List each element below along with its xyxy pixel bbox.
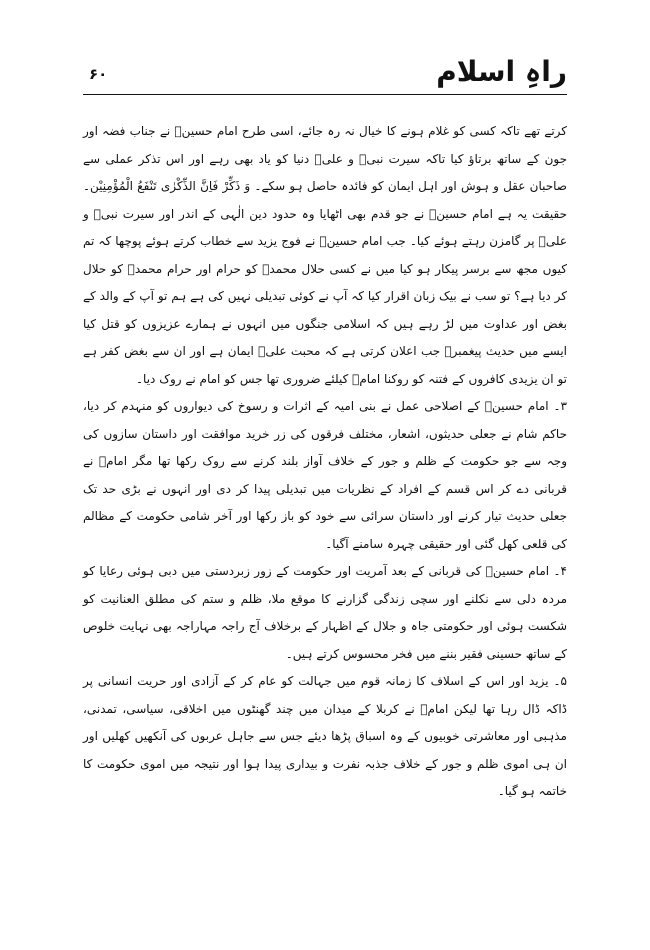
page-header <box>83 54 567 94</box>
header-rule <box>83 94 567 95</box>
body-text <box>83 118 567 806</box>
running-title: راہِ اسلام <box>436 55 567 88</box>
page-number: ۶۰ <box>89 65 108 83</box>
paragraph: ۴۔ امام حسینؑ کی قربانی کے بعد آمریت اور حکومت کے زور زبردستی میں دبی ہوئی رعایا کو مردہ دلی سے نکلنے اور سچی زندگی گزارنے کا موقع ملا، ظلم و ستم کی مطلق العنانیت کو شکست ہوئی اور حکومتی جاہ و جلال کے اظہار کے برخلاف آج راجہ مہاراجہ بھی نہایت خلوص کے ساتھ حسینی فقیر بننے میں فخر محسوس کرتے ہیں۔ <box>83 564 567 661</box>
paragraph: کرتے تھے تاکہ کسی کو غلام ہونے کا خیال نہ رہ جائے، اسی طرح امام حسینؑ نے جناب فضہ اور جون کے ساتھ برتاؤ کیا تاکہ سیرت نبیؐ و علیؑ دنیا کو یاد بھی رہے اور اس تذکر عملی سے صاحبان عقل و ہوش اور اہل ایمان کو فائدہ حاصل ہو سکے۔ وَ ذَكِّرْ فَاِنَّ الذِّكْرٰى تَنْفَعُ الْمُؤْمِنِيْن۔ حقیقت یہ ہے امام حسینؑ نے جو قدم بھی اٹھایا وہ حدود دین الٰہی کے اندر اور سیرت نبیؐ و علیؑ پر گامزن رہتے ہوئے کیا۔ جب امام حسینؑ نے فوج یزید سے خطاب کرتے ہوئے پوچھا کہ تم کیوں مجھ سے برسر پیکار ہو کیا میں نے کسی حلال محمدؐ کو حرام اور حرام محمدؐ کو حلال کر دیا ہے؟ تو سب نے بیک زبان اقرار کیا کہ آپ نے کوئی تبدیلی نہیں کی ہے ہم تو آپ کے والد کے بغض اور عداوت میں لڑ رہے ہیں کہ اسلامی جنگوں میں انہوں نے ہمارے عزیزوں کو قتل کیا ایسے میں حدیث پیغمبرؐ جب اعلان کرتی ہے کہ محبت علیؑ ایمان ہے اور ان سے بغض کفر ہے تو ان یزیدی کافروں کے فتنہ کو روکنا امامؑ کیلئے ضروری تھا جس کو امام نے روک دیا۔ <box>83 124 567 386</box>
paragraph: ۳۔ امام حسینؑ کے اصلاحی عمل نے بنی امیہ کے اثرات و رسوخ کی دیواروں کو منہدم کر دیا، حاکم شام نے جعلی حدیثوں، اشعار، مختلف فرقوں کی زر خرید موافقت اور داستان سازوں کی وجہ سے جو حکومت کے ظلم و جور کے خلاف آواز بلند کرنے سے روک رکھا تھا مگر امامؑ نے قربانی دے کر اس قسم کے افراد کے نظریات میں تبدیلی پیدا کر دی اور انہوں نے بڑی حد تک جعلی حدیث تیار کرنے اور داستان سرائی سے خود کو باز رکھا اور آخر شامی حکومت کے مظالم کی قلعی کھل گئی اور حقیقی چہرہ سامنے آگیا۔ <box>83 399 567 551</box>
paragraph: ۵۔ یزید اور اس کے اسلاف کا زمانہ قوم میں جہالت کو عام کر کے آزادی اور حریت انسانی پر ڈاکہ ڈال رہا تھا لیکن امامؑ نے کربلا کے میدان میں چند گھنٹوں میں اخلاقی، سیاسی، تمدنی، مذہبی اور معاشرتی خوبیوں کے وہ اسباق پڑھا دیئے جس سے جاہل عربوں کی آنکھیں کھلیں اور ان ہی اموی ظلم و جور کے خلاف جذبہ نفرت و بیداری پیدا ہوا اور نتیجہ میں اموی حکومت کا خاتمہ ہو گیا۔ <box>83 674 567 798</box>
